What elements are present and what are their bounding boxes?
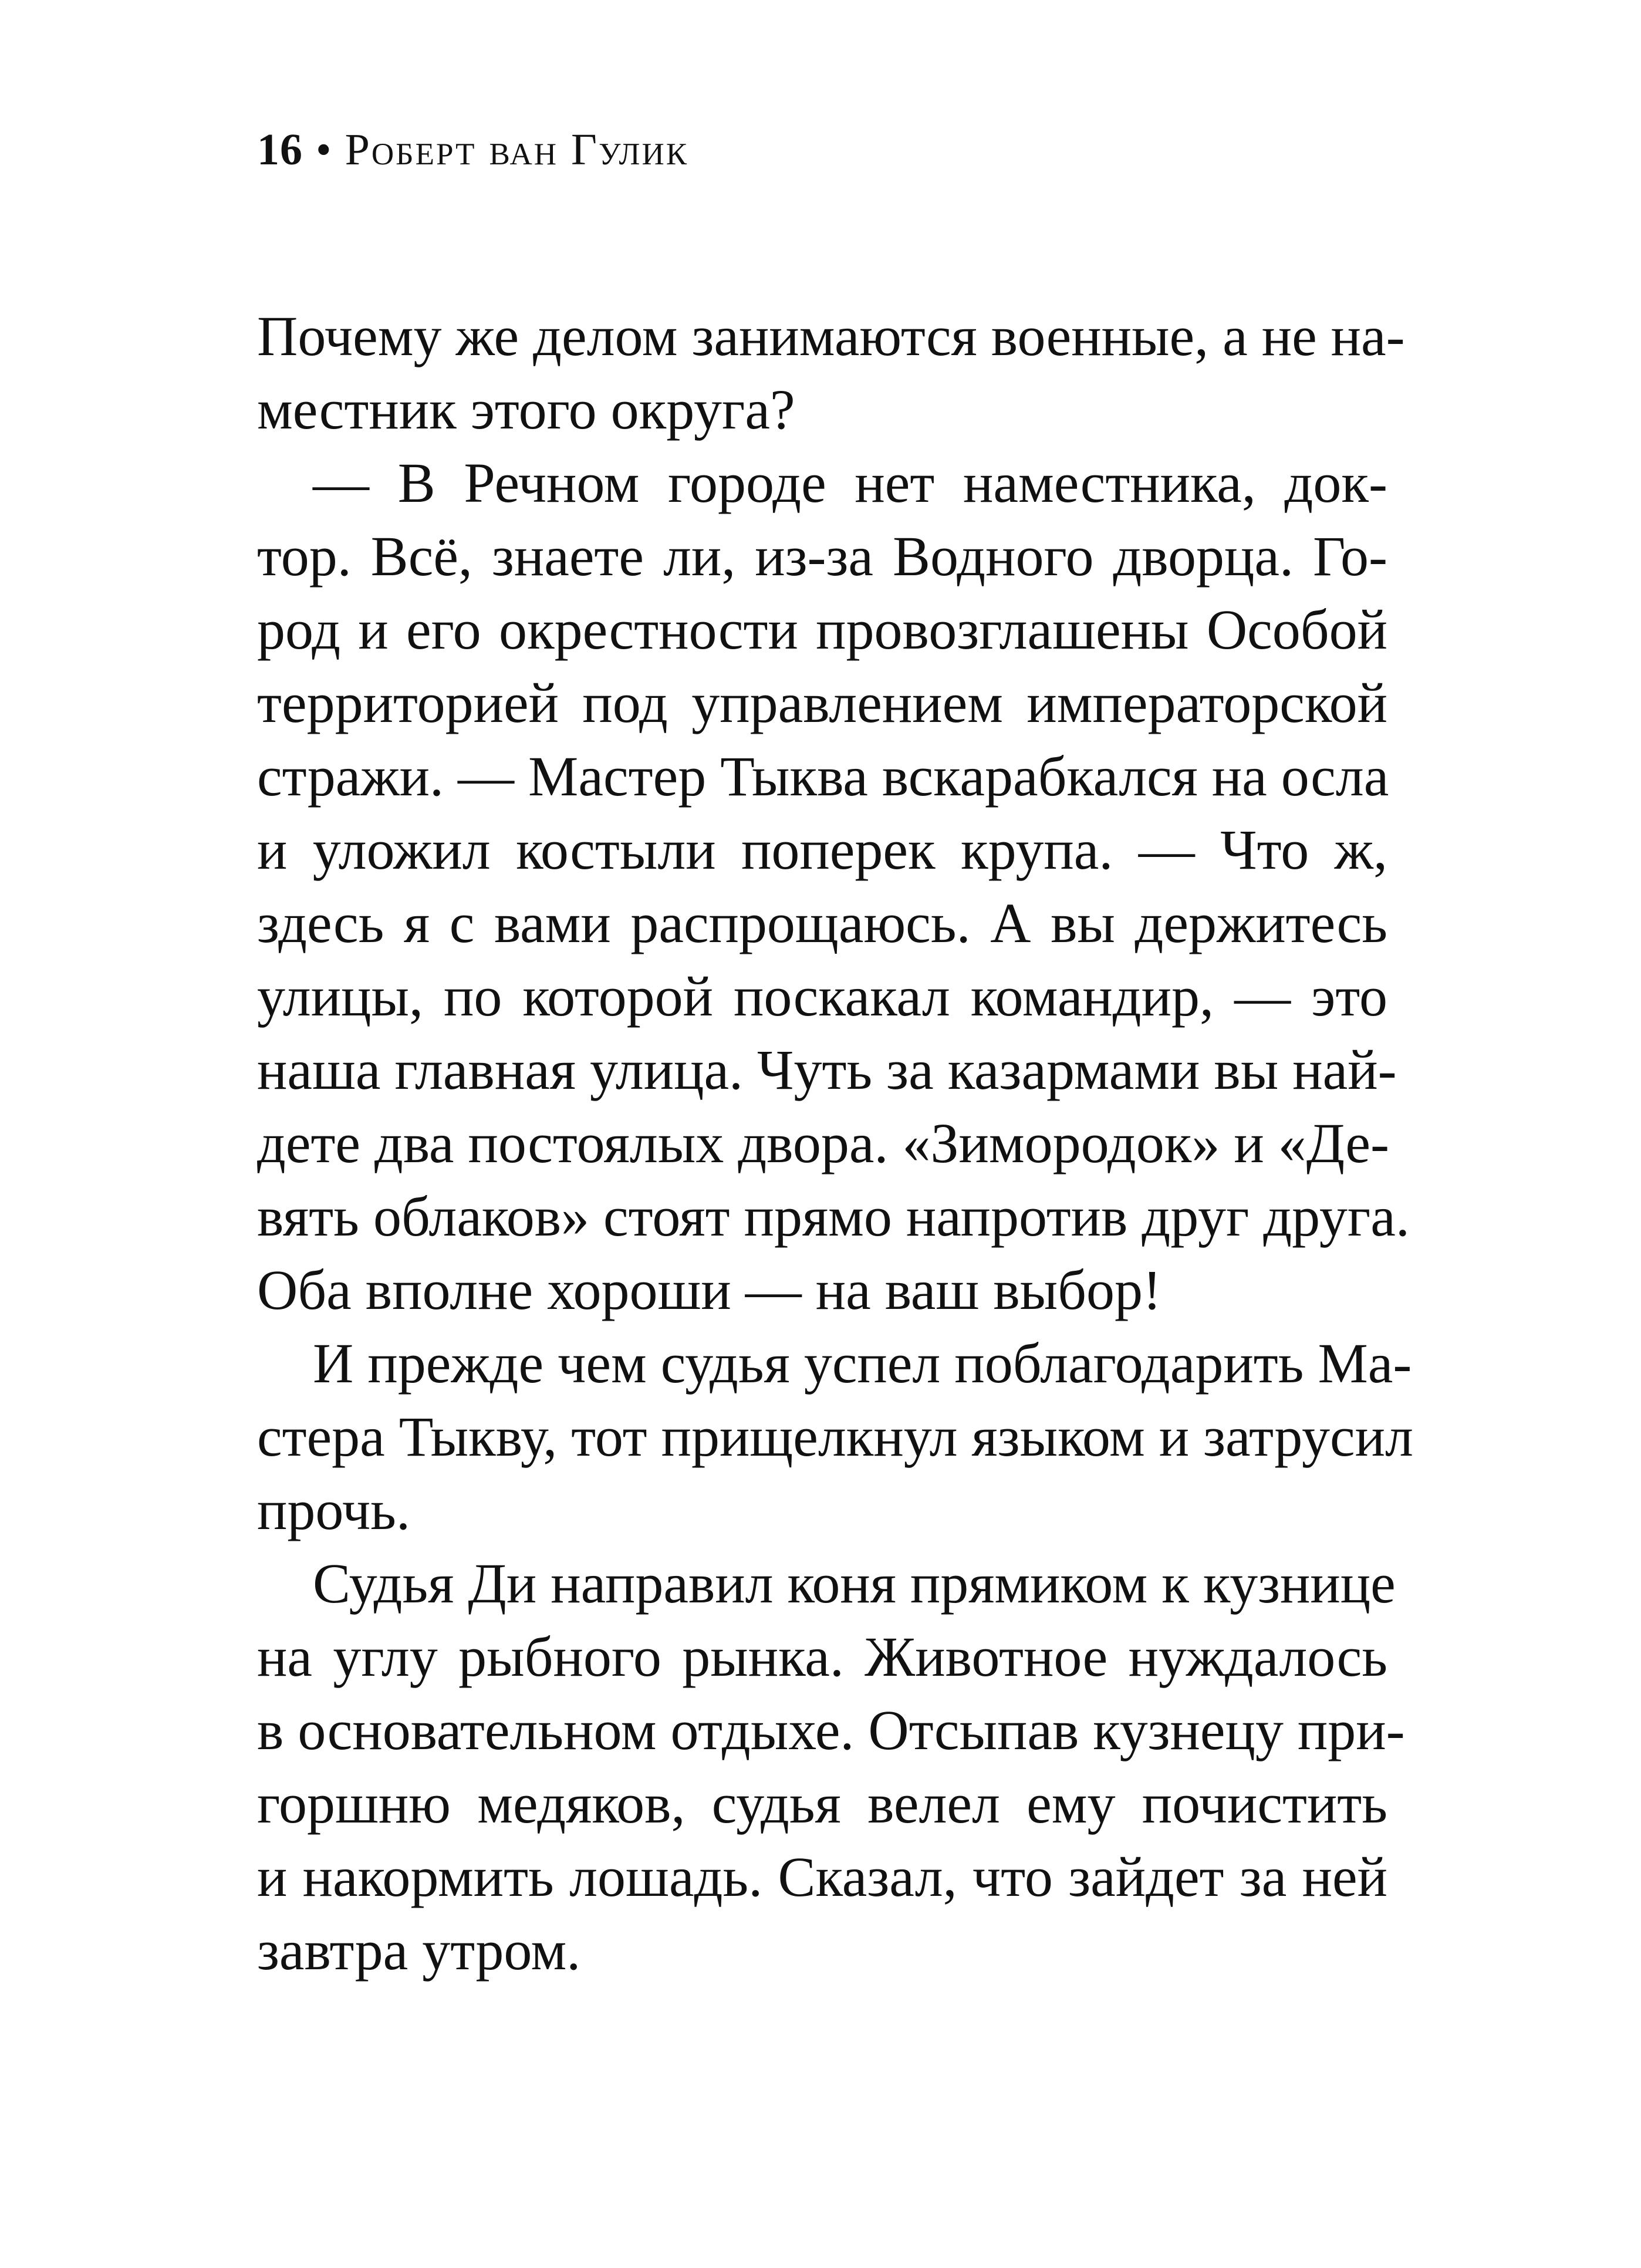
text-line: стера Тыкву, тот прищелкнул языком и затрусил [257,1405,1413,1468]
running-head-author: Роберт ван Гулик [345,125,689,174]
text-line: горшню медяков, судья велел ему почистить [257,1772,1387,1835]
text-line: — В Речном городе нет наместника, док- [313,451,1387,514]
text-line: Судья Ди направил коня прямиком к кузнице [313,1552,1396,1615]
text-line: территорией под управлением императорской [257,671,1387,734]
text-line: на углу рыбного рынка. Животное нуждалось [257,1625,1387,1688]
text-line: Оба вполне хороши — на ваш выбор! [257,1258,1161,1321]
text-line: и уложил костыли поперек крупа. — Что ж, [257,818,1387,881]
text-line: прочь. [257,1479,410,1541]
paragraph [257,1547,1405,1987]
text-line: местник этого округа? [257,378,795,441]
text-line: наша главная улица. Чуть за казармами вы най- [257,1038,1397,1101]
text-line: И прежде чем судья успел поблагодарить Ма- [313,1332,1412,1395]
text-line: и накормить лошадь. Сказал, что зайдет за ней [257,1845,1387,1908]
text-line: Почему же делом занимаются военные, а не на- [257,305,1405,367]
text-line: здесь я с вами распрощаюсь. А вы держитесь [257,892,1387,954]
text-line: тор. Всё, знаете ли, из-за Водного дворца. Го- [257,525,1387,588]
body-text [257,299,1413,1987]
text-line: улицы, по которой поскакал командир, — это [257,965,1387,1028]
paragraph [257,299,1405,446]
header-separator: • [316,125,332,174]
text-line: род и его окрестности провозглашены Особой [257,598,1387,661]
text-line: завтра утром. [257,1919,581,1982]
text-line: дете два постоялых двора. «Зимородок» и «Де- [257,1112,1389,1174]
running-head [257,120,688,179]
paragraph [257,446,1410,1327]
text-line: в основательном отдыхе. Отсыпав кузнецу при- [257,1699,1405,1761]
page-number: 16 [257,125,303,174]
text-line: вять облаков» стоят прямо напротив друг друга. [257,1185,1410,1248]
text-line: стражи. — Мастер Тыква вскарабкался на осла [257,745,1389,808]
paragraph [257,1327,1413,1547]
